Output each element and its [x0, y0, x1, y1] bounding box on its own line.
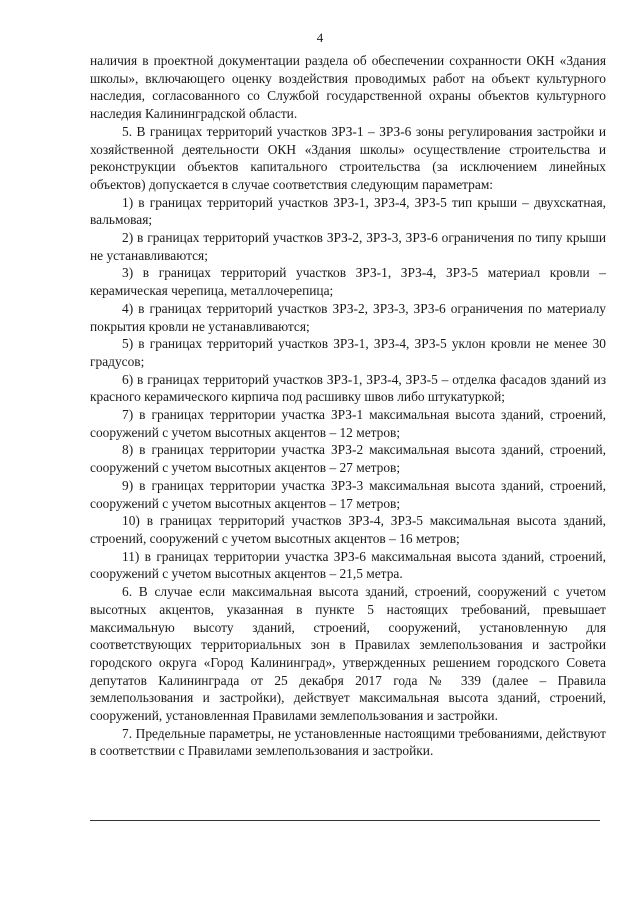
list-item-4: 4) в границах территорий участков ЗРЗ-2, ЗРЗ-3, ЗРЗ-6 ограничения по материалу покрытия кровли не устанавливаются;: [90, 300, 606, 334]
paragraph-5: 5. В границах территорий участков ЗРЗ-1 – ЗРЗ-6 зоны регулирования застройки и хозяйственной деятельности ОКН «Здания школы» осуществление строительства и реконструкции объектов капитального строительства (за исключением линейных объектов) допускается в случае соответствия следующим параметрам:: [90, 123, 606, 192]
closing-rule: [90, 820, 600, 821]
list-item-11: 11) в границах территории участка ЗРЗ-6 максимальная высота зданий, строений, сооружений с учетом высотных акцентов – 21,5 метра.: [90, 548, 606, 582]
list-item-10: 10) в границах территорий участков ЗРЗ-4, ЗРЗ-5 максимальная высота зданий, строений, сооружений с учетом высотных акцентов – 16 метров;: [90, 513, 606, 546]
list-item-8: 8) в границах территории участка ЗРЗ-2 максимальная высота зданий, строений, сооружений с учетом высотных акцентов – 27 метров;: [90, 442, 606, 476]
page-number: 4: [316, 30, 324, 45]
list-item-1: 1) в границах территорий участков ЗРЗ-1, ЗРЗ-4, ЗРЗ-5 тип крыши – двухскатная, вальмовая;: [90, 194, 606, 228]
list-item-9: 9) в границах территории участка ЗРЗ-3 максимальная высота зданий, строений, сооружений с учетом высотных акцентов – 17 метров;: [90, 477, 606, 511]
list-item-7: 7) в границах территории участка ЗРЗ-1 максимальная высота зданий, строений, сооружений с учетом высотных акцентов – 12 метров;: [90, 407, 606, 440]
document-body: [90, 52, 606, 760]
list-item-5: 5) в границах территорий участков ЗРЗ-1, ЗРЗ-4, ЗРЗ-5 уклон кровли не менее 30 градусов;: [90, 336, 606, 369]
paragraph-7: 7. Предельные параметры, не установленные настоящими требованиями, действуют в соответствии с Правилами землепользования и застройки.: [90, 725, 606, 759]
list-item-3: 3) в границах территорий участков ЗРЗ-1, ЗРЗ-4, ЗРЗ-5 материал кровли – керамическая черепица, металлочерепица;: [90, 265, 606, 299]
list-item-2: 2) в границах территорий участков ЗРЗ-2, ЗРЗ-3, ЗРЗ-6 ограничения по типу крыши не устанавливаются;: [90, 230, 606, 263]
paragraph-6: 6. В случае если максимальная высота зданий, строений, сооружений с учетом высотных акцентов, указанная в пункте 5 настоящих требований, превышает максимальную высоту зданий, строений, сооружений, установленную для соответствующих территориальных зон в Правилах землепользования и застройки городского округа «Город Калининград», утвержденных решением городского Совета депутатов Калининграда от 25 декабря 2017 года № 339 (далее – Правила землепользования и застройки), действует максимальная высота зданий, строений, сооружений, установленная Правилами землепользования и застройки.: [90, 584, 606, 724]
paragraph-continuation: наличия в проектной документации раздела об обеспечении сохранности ОКН «Здания школы», включающего оценку воздействия проводимых работ на объект культурного наследия, согласованного со Службой государственной охраны объектов культурного наследия Калининградской области.: [90, 53, 606, 122]
list-item-6: 6) в границах территорий участков ЗРЗ-1, ЗРЗ-4, ЗРЗ-5 – отделка фасадов зданий из красного керамического кирпича под расшивку швов либо штукатуркой;: [90, 371, 606, 405]
